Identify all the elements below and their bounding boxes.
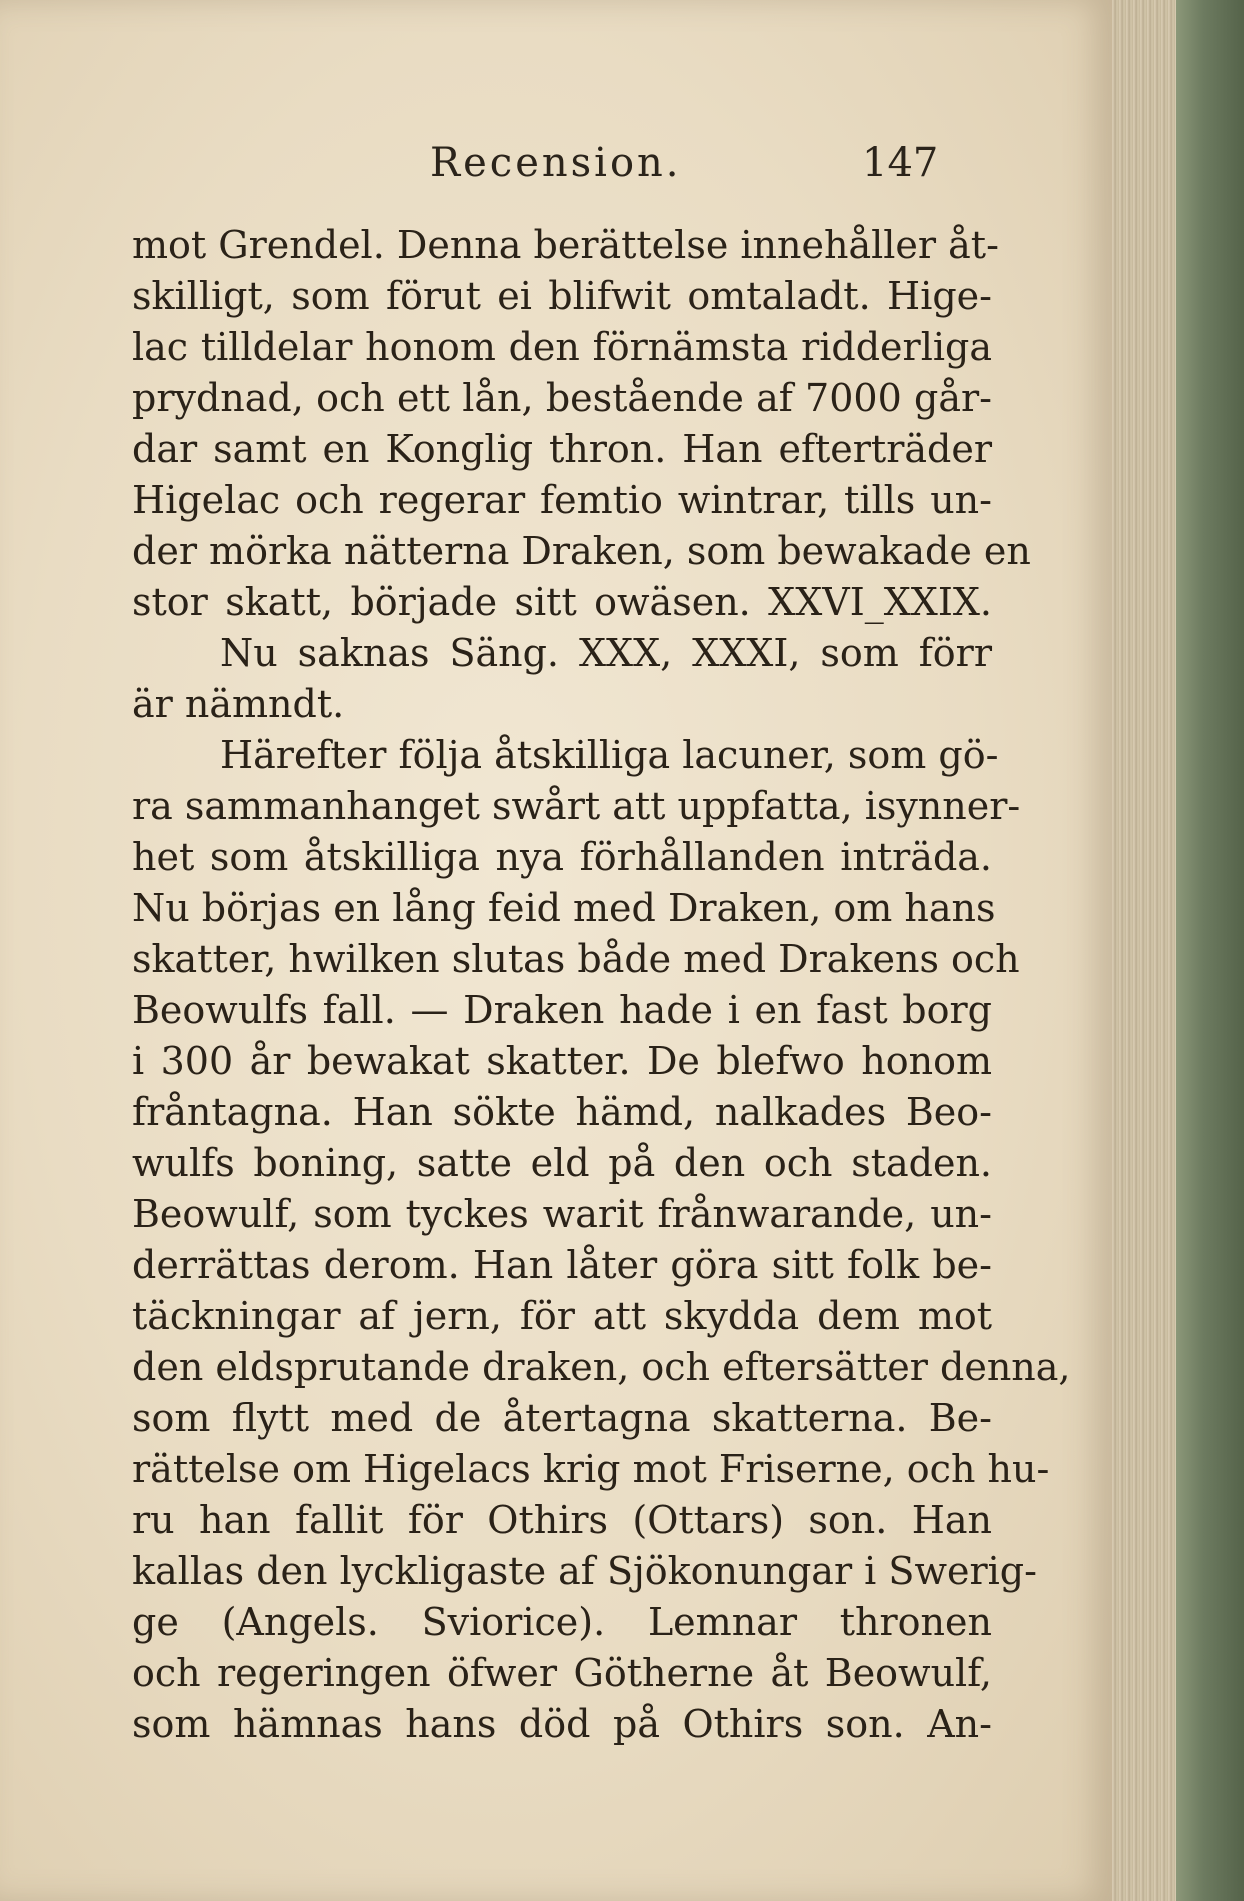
page-header [0, 140, 1112, 190]
text-line: fråntagna. Han sökte hämd, nalkades Beo- [132, 1090, 992, 1134]
text-line: Beowulf, som tyckes warit frånwarande, un- [132, 1192, 992, 1236]
text-line: som hämnas hans död på Othirs son. An- [132, 1702, 992, 1746]
text-line: kallas den lyckligaste af Sjökonungar i Swerig- [132, 1549, 1037, 1593]
text-line: dar samt en Konglig thron. Han efterträder [132, 427, 992, 471]
text-line: lac tilldelar honom den förnämsta ridderliga [132, 325, 992, 369]
text-line: är nämndt. [132, 682, 345, 726]
text-line: derrättas derom. Han låter göra sitt folk be- [132, 1243, 992, 1287]
text-line: Nu saknas Säng. XXX, XXXI, som förr [220, 631, 992, 675]
text-line: ru han fallit för Othirs (Ottars) son. Han [132, 1498, 992, 1542]
text-line: och regeringen öfwer Götherne åt Beowulf, [132, 1651, 992, 1695]
text-line: skatter, hwilken slutas både med Drakens och [132, 937, 1020, 981]
text-line: mot Grendel. Denna berättelse innehåller åt- [132, 223, 999, 267]
text-line: ra sammanhanget swårt att uppfatta, isynner- [132, 784, 1021, 828]
text-line: som flytt med de återtagna skatterna. Be- [132, 1396, 992, 1440]
text-line: Higelac och regerar femtio wintrar, tills un- [132, 478, 992, 522]
text-line: i 300 år bewakat skatter. De blefwo honom [132, 1039, 992, 1083]
text-line: het som åtskilliga nya förhållanden inträda. [132, 835, 992, 879]
text-line: Beowulfs fall. — Draken hade i en fast borg [132, 988, 992, 1032]
text-line: ge (Angels. Sviorice). Lemnar thronen [132, 1600, 992, 1644]
text-line: prydnad, och ett lån, bestående af 7000 går- [132, 376, 992, 420]
body-text [132, 220, 1071, 1750]
text-line: rättelse om Higelacs krig mot Friserne, och hu- [132, 1447, 1050, 1491]
text-line: den eldsprutande draken, och eftersätter denna, [132, 1345, 1071, 1389]
page-number: 147 [862, 140, 939, 186]
text-line: stor skatt, började sitt owäsen. XXVI_XXIX. [132, 580, 992, 624]
book-cover-edge [1176, 0, 1244, 1901]
text-line: Härefter följa åtskilliga lacuner, som gö- [220, 733, 999, 777]
text-line: täckningar af jern, för att skydda dem mot [132, 1294, 992, 1338]
text-line: skilligt, som förut ei blifwit omtaladt. Hige- [132, 274, 992, 318]
text-line: Nu börjas en lång feid med Draken, om hans [132, 886, 996, 930]
running-title: Recension. [430, 140, 682, 186]
text-line: der mörka nätterna Draken, som bewakade en [132, 529, 1031, 573]
text-line: wulfs boning, satte eld på den och staden. [132, 1141, 992, 1185]
